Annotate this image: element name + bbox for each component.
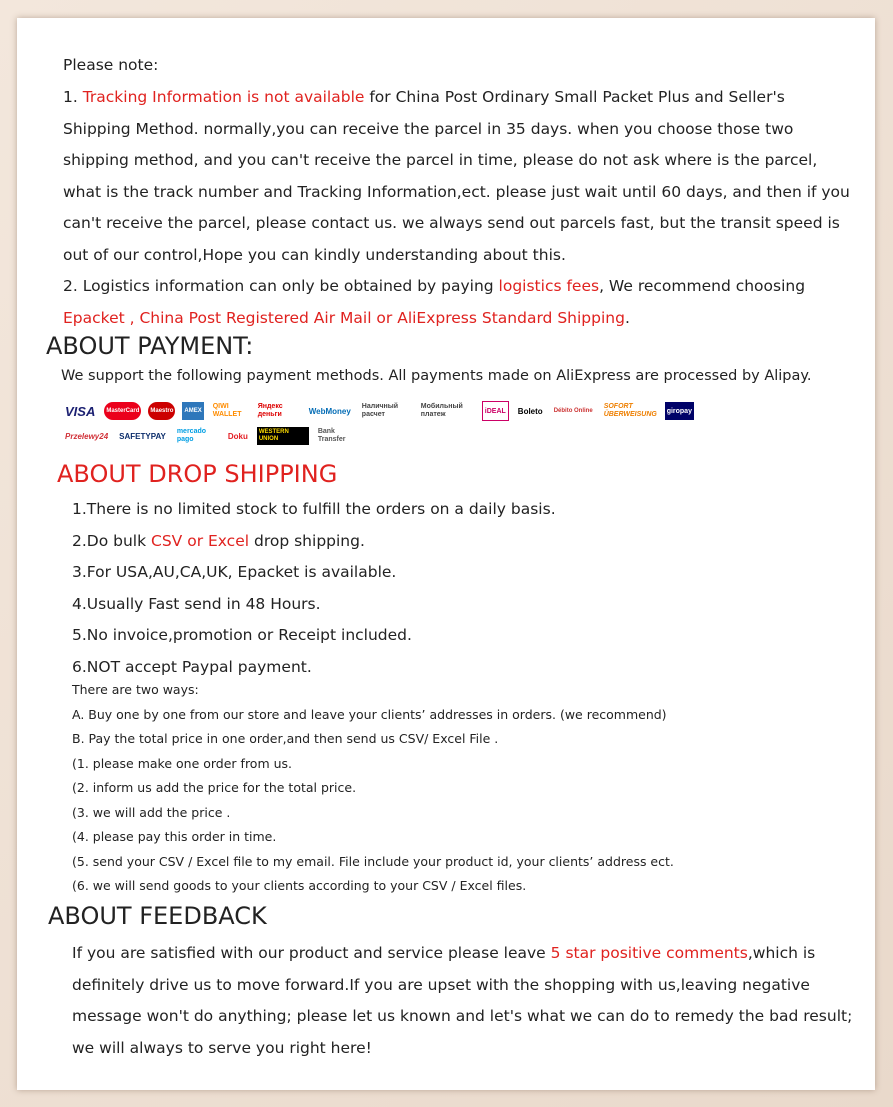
dropshipping-item-4: 4.Usually Fast send in 48 Hours. xyxy=(72,595,321,613)
ways-step-1: (1. please make one order from us. xyxy=(72,756,293,771)
note-p2-mid: , We recommend choosing xyxy=(599,277,806,295)
ways-step-2: (2. inform us add the price for the total price. xyxy=(72,780,357,795)
ways-item-a: A. Buy one by one from our store and leave your clients’ addresses in orders. (we recommend) xyxy=(72,707,667,722)
ways-step-5: (5. send your CSV / Excel file to my email. File include your product id, your clients’ address ect. xyxy=(72,854,674,869)
feedback-body: ,which is definitely drive us to move forward.If you are upset with the shopping with us,leaving negative message won't do anything; please let us known and let's what we can do to remedy the bad result; we will always to serve you right here! xyxy=(72,944,853,1057)
payment-logos-row-2 xyxy=(63,427,356,445)
feedback-highlight: 5 star positive comments xyxy=(550,944,748,962)
yandex-money-logo: Яндекс деньги xyxy=(257,403,283,418)
dropshipping-item-2-highlight: CSV or Excel xyxy=(151,532,250,550)
note-p1-prefix: 1. xyxy=(63,88,83,106)
note-p2-highlight-fees: logistics fees xyxy=(498,277,600,295)
mastercard-logo: MasterCard xyxy=(104,402,141,420)
amex-logo: AMEX xyxy=(182,402,203,420)
feedback-prefix: If you are satisfied with our product and service please leave xyxy=(72,944,551,962)
payment-heading: ABOUT PAYMENT: xyxy=(46,332,254,360)
note-title: Please note: xyxy=(63,56,159,74)
ways-step-6: (6. we will send goods to your clients according to your CSV / Excel files. xyxy=(72,878,527,893)
doku-logo: Doku xyxy=(227,431,248,441)
note-p1-highlight: Tracking Information is not available xyxy=(82,88,365,106)
note-p2-prefix: 2. Logistics information can only be obtained by paying xyxy=(63,277,499,295)
maestro-logo: Maestro xyxy=(148,402,175,420)
sofort-logo: SOFORT ÜBERWEISUNG xyxy=(603,403,657,418)
dropshipping-item-2-prefix: 2.Do bulk xyxy=(72,532,152,550)
visa-logo: VISA xyxy=(65,403,96,419)
przelewy24-logo: Przelewy24 xyxy=(65,431,109,441)
note-paragraph-2 xyxy=(63,271,853,334)
mercadopago-logo: mercado pago xyxy=(176,428,207,443)
note-p2-end: . xyxy=(624,308,630,327)
qiwi-logo: QIWI WALLET xyxy=(212,403,242,418)
ways-step-4: (4. please pay this order in time. xyxy=(72,829,277,844)
dropshipping-item-3: 3.For USA,AU,CA,UK, Epacket is available. xyxy=(72,563,397,581)
mobile-payment-logo: Мобильный платеж xyxy=(420,403,463,418)
content-card xyxy=(17,18,875,1090)
feedback-paragraph xyxy=(72,938,862,1064)
payment-logos-row-1 xyxy=(63,401,694,421)
boleto-logo: Boleto xyxy=(517,406,543,416)
dropshipping-item-1: 1.There is no limited stock to fulfill the orders on a daily basis. xyxy=(72,500,556,518)
ways-step-3: (3. we will add the price . xyxy=(72,805,231,820)
webmoney-logo: WebMoney xyxy=(308,406,351,416)
dropshipping-item-2-rest: drop shipping. xyxy=(249,532,365,550)
payment-text: We support the following payment methods. All payments made on AliExpress are processed by Alipay. xyxy=(61,368,812,384)
dropshipping-item-2 xyxy=(72,532,365,550)
dropshipping-item-5: 5.No invoice,promotion or Receipt included. xyxy=(72,626,412,644)
giropay-logo: giropay xyxy=(665,402,694,420)
cash-payment-logo: Наличный расчет xyxy=(361,403,399,418)
western-union-logo: WESTERN UNION xyxy=(257,427,309,445)
dropshipping-item-6: 6.NOT accept Paypal payment. xyxy=(72,658,312,676)
debito-online-logo: Débito Online xyxy=(553,408,593,414)
safetypay-logo: SAFETYPAY xyxy=(119,431,166,441)
ideal-logo: iDEAL xyxy=(482,401,509,421)
ways-item-b: B. Pay the total price in one order,and then send us CSV/ Excel File . xyxy=(72,731,499,746)
feedback-heading: ABOUT FEEDBACK xyxy=(48,902,267,930)
bank-transfer-logo: Bank Transfer xyxy=(317,428,346,443)
ways-title: There are two ways: xyxy=(72,682,199,697)
note-p2-highlight-shipping: Epacket , China Post Registered Air Mail or AliExpress Standard Shipping xyxy=(63,308,625,327)
note-p1-body: for China Post Ordinary Small Packet Plus and Seller's Shipping Method. normally,you can receive the parcel in 35 days. when you choose those two shipping method, and you can't receive the parcel in time, please do not ask where is the parcel, what is the track number and Tracking Information,ect. please just wait until 60 days, and then if you can't receive the parcel, please contact us. we always send out parcels fast, but the transit speed is out of our control,Hope you can kindly understanding about this. xyxy=(63,88,850,264)
note-paragraph-1 xyxy=(63,82,853,271)
dropshipping-heading: ABOUT DROP SHIPPING xyxy=(57,460,338,488)
